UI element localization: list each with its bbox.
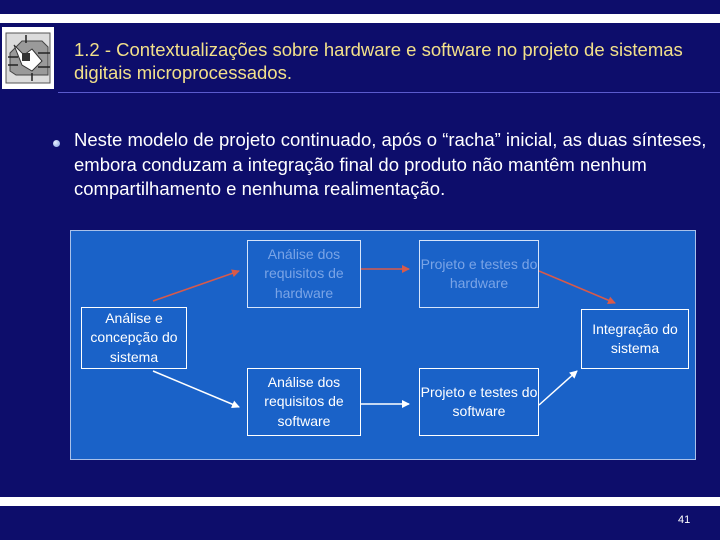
box-proj-hardware: Projeto e testes do hardware bbox=[419, 240, 539, 308]
bullet-text: Neste modelo de projeto continuado, após o “racha” inicial, as duas sínteses, embora conduzam a integração final do produto não mantêm nenhum compartilhamento e nenhuma realimentação. bbox=[74, 129, 707, 199]
bottom-bar bbox=[0, 497, 720, 506]
box-req-hardware: Análise dos requisitos de hardware bbox=[247, 240, 361, 308]
title-divider bbox=[58, 92, 720, 93]
top-bar bbox=[0, 14, 720, 23]
bullet-icon bbox=[53, 140, 60, 147]
logo-icon bbox=[2, 27, 54, 89]
slide-title: 1.2 - Contextualizações sobre hardware e software no projeto de sistemas digitais microprocessados. bbox=[74, 39, 683, 83]
box-req-software: Análise dos requisitos de software bbox=[247, 368, 361, 436]
box-proj-software: Projeto e testes do software bbox=[419, 368, 539, 436]
arrow-proj-hw-to-integracao bbox=[539, 271, 615, 303]
box-sistema: Análise e concepção do sistema bbox=[81, 307, 187, 369]
arrow-sistema-to-req-hw bbox=[153, 271, 239, 301]
flow-diagram bbox=[70, 230, 696, 460]
arrow-sistema-to-req-sw bbox=[153, 371, 239, 407]
page-number: 41 bbox=[678, 514, 691, 526]
arrow-proj-sw-to-integracao bbox=[539, 371, 577, 405]
box-integracao: Integração do sistema bbox=[581, 309, 689, 369]
